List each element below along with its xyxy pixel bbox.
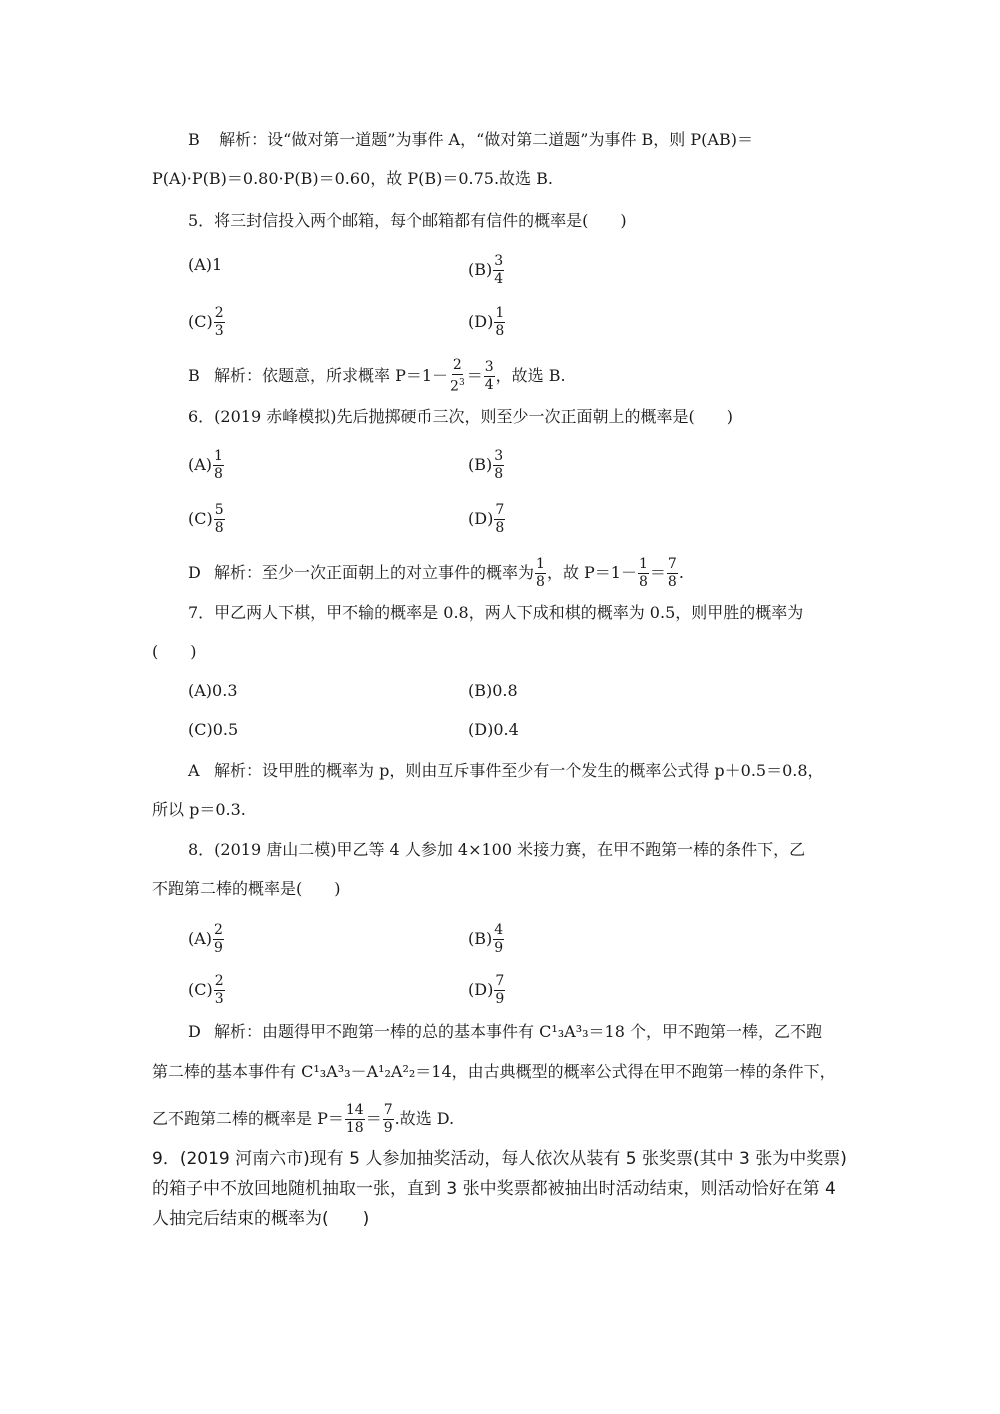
q7-option-a: (A)0.3 [188,681,238,700]
q5-option-b: (B) $\frac{3}{4}$ [468,253,504,287]
q8-solution-line1: D 解析：由题得甲不跑第一棒的总的基本事件有 C¹₃A³₃＝18 个，甲不跑第一棒，乙不跑 [188,1022,822,1041]
q5-option-a: (A)1 [188,255,223,274]
q9-stem-line3: 人抽完后结束的概率为( ) [152,1209,370,1229]
q4-solution-text1: 解析：设“做对第一道题”为事件 A，“做对第二道题”为事件 B，则 P(AB)＝ [219,130,753,149]
q4-solution-line1 [188,128,753,152]
q6-solution: D 解析：至少一次正面朝上的对立事件的概率为 $\frac{1}{8}$ ，故 P＝1－ $\frac{1}{8}$ ＝ $\frac{7}{8}$ . [188,556,684,590]
q5-stem: 5．将三封信投入两个邮箱，每个邮箱都有信件的概率是( ) [188,211,627,230]
q4-solution-letter: B [188,130,200,149]
q6-option-b: (B) $\frac{3}{8}$ [468,448,504,482]
q9-stem-line2: 的箱子中不放回地随机抽取一张，直到 3 张中奖票都被抽出时活动结束，则活动恰好在第 4 [152,1179,836,1199]
q7-stem-line1: 7．甲乙两人下棋，甲不输的概率是 0.8，两人下成和棋的概率为 0.5，则甲胜的概率为 [188,603,804,622]
q8-option-b: (B) $\frac{4}{9}$ [468,922,504,956]
q5-solution: B 解析：依题意，所求概率 P＝1－ $\frac{2}{2^3}$ ＝ $\frac{3}{4}$ ，故选 B. [188,357,566,395]
q6-stem: 6．(2019 赤峰模拟)先后抛掷硬币三次，则至少一次正面朝上的概率是( ) [188,407,733,426]
q8-option-d: (D) $\frac{7}{9}$ [468,973,505,1007]
q7-option-b: (B)0.8 [468,681,518,700]
q7-option-d: (D)0.4 [468,720,519,739]
q9-stem-line1: 9．(2019 河南六市)现有 5 人参加抽奖活动，每人依次从装有 5 张奖票(其中 3 张为中奖票) [152,1149,847,1169]
q7-option-c: (C)0.5 [188,720,239,739]
q8-stem-line1: 8．(2019 唐山二模)甲乙等 4 人参加 4×100 米接力赛，在甲不跑第一棒的条件下，乙 [188,840,806,859]
q8-solution-line2: 第二棒的基本事件有 C¹₃A³₃－A¹₂A²₂＝14，由古典概型的概率公式得在甲不跑第一棒的条件下， [152,1062,836,1081]
q8-option-a: (A) $\frac{2}{9}$ [188,922,223,956]
q8-stem-line2: 不跑第二棒的概率是( ) [152,879,341,898]
q7-solution-line2: 所以 p＝0.3. [152,800,246,819]
q4-solution-line2: P(A)·P(B)＝0.80·P(B)＝0.60，故 P(B)＝0.75.故选 B. [152,169,553,188]
q8-solution-line3: 乙不跑第二棒的概率是 P＝ $\frac{14}{18}$ ＝ $\frac{7}{9}$ .故选 D. [152,1102,455,1136]
q6-option-d: (D) $\frac{7}{8}$ [468,502,505,536]
q7-solution-line1: A 解析：设甲胜的概率为 p，则由互斥事件至少有一个发生的概率公式得 p＋0.5＝0.8， [188,761,824,780]
q7-stem-line2: ( ) [152,642,197,661]
q6-option-a: (A) $\frac{1}{8}$ [188,448,223,482]
q5-option-d: (D) $\frac{1}{8}$ [468,305,505,339]
q6-option-c: (C) $\frac{5}{8}$ [188,502,224,536]
q8-option-c: (C) $\frac{2}{3}$ [188,973,224,1007]
q5-option-c: (C) $\frac{2}{3}$ [188,305,224,339]
